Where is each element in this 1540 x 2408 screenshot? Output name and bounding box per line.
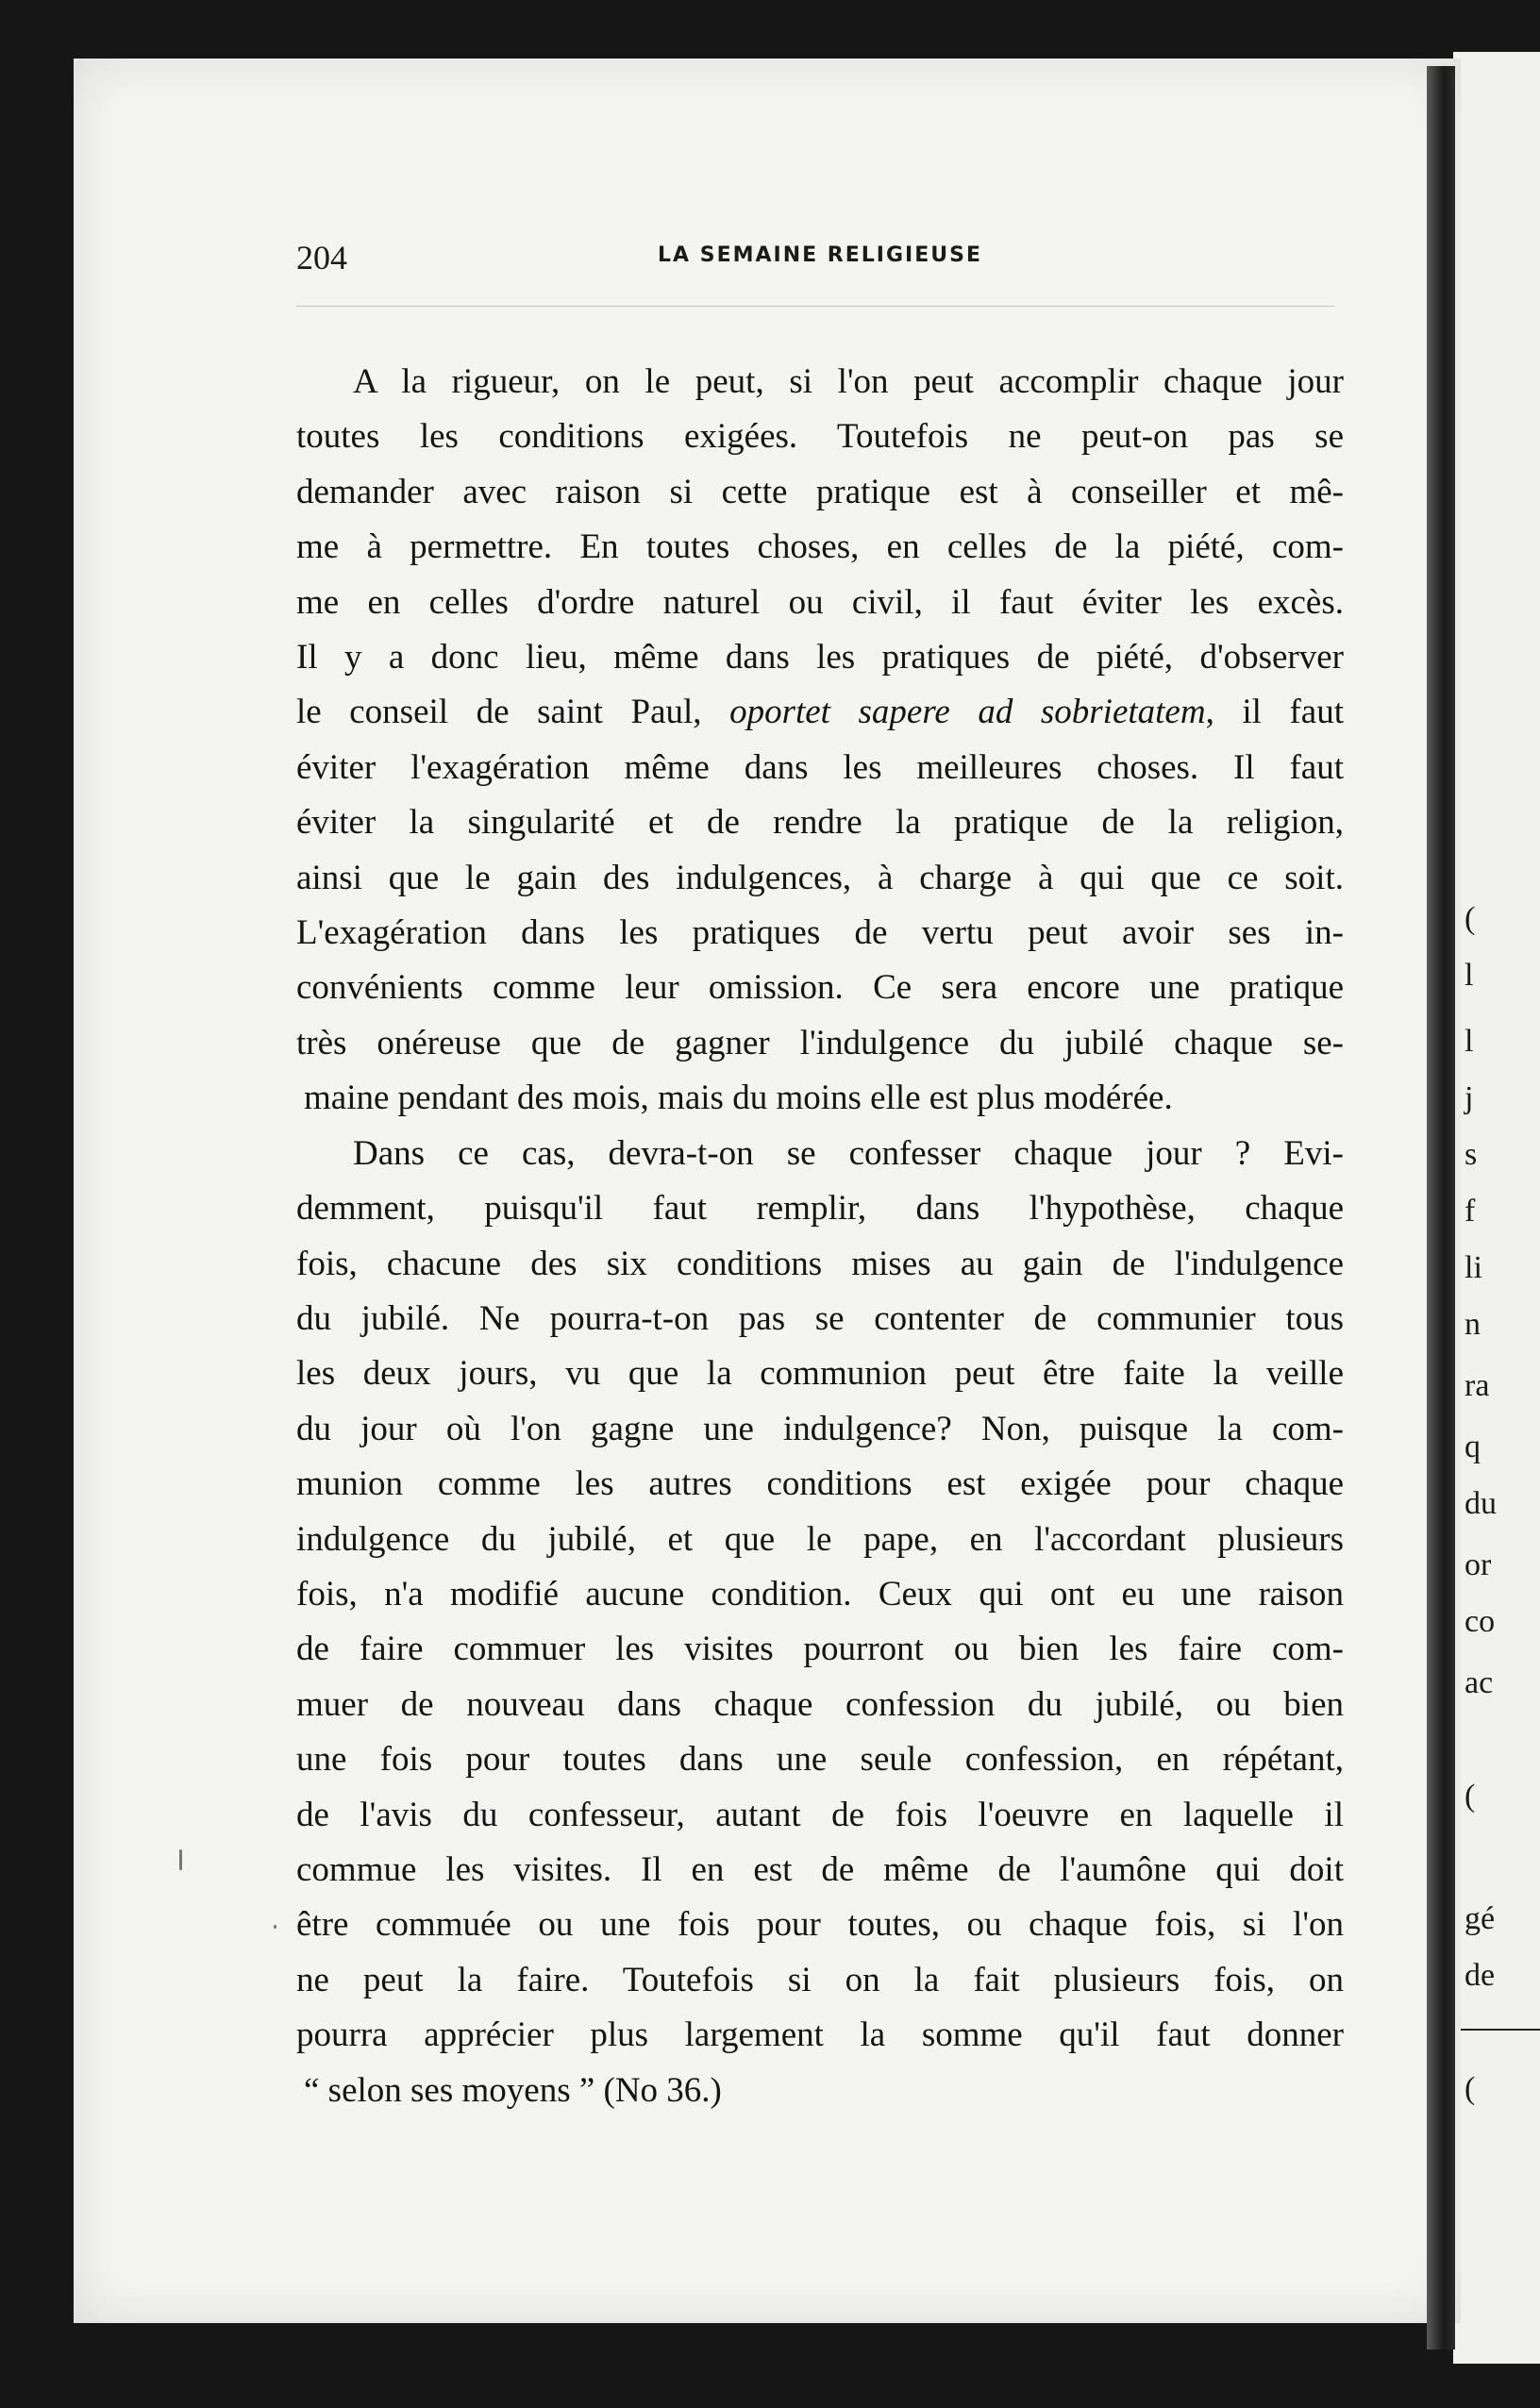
facing-page-edge <box>1453 52 1540 2364</box>
text-line: du jubilé. Ne pourra-t-on pas se contenter de communier tous <box>296 1298 1344 1338</box>
text-line: L'exagération dans les pratiques de vertu peut avoir ses in- <box>296 913 1344 953</box>
facing-page-fragment: ( <box>1465 901 1476 936</box>
text-line: commue les visites. Il en est de même de l'aumône qui doit <box>296 1849 1344 1889</box>
facing-page-fragment: li <box>1465 1250 1482 1285</box>
body-text <box>296 355 1344 2118</box>
book-gutter-shadow <box>1427 66 1455 2349</box>
facing-page-fragment: ( <box>1465 1779 1476 1814</box>
paragraph-2 <box>296 1127 1344 2118</box>
text-line: pourra apprécier plus largement la somme qu'il faut donner <box>296 2015 1344 2055</box>
page-header <box>296 238 1344 285</box>
text-line: ne peut la faire. Toutefois si on la fait plusieurs fois, on <box>296 1960 1344 1999</box>
facing-page-fragment: du <box>1465 1486 1497 1521</box>
page-number: 204 <box>296 239 347 276</box>
facing-page-fragment: q <box>1465 1430 1481 1464</box>
text-line: “ selon ses moyens ” (No 36.) <box>304 2070 722 2110</box>
text-line: me à permettre. En toutes choses, en celles de la piété, com- <box>296 527 1344 567</box>
text-line: les deux jours, vu que la communion peut être faite la veille <box>296 1354 1344 1394</box>
text-line: être commuée ou une fois pour toutes, ou chaque fois, si l'on <box>296 1905 1344 1945</box>
text-line: du jour où l'on gagne une indulgence? Non, puisque la com- <box>296 1409 1344 1448</box>
facing-page-fragment: n <box>1465 1307 1481 1342</box>
text-line: fois, chacune des six conditions mises au gain de l'indulgence <box>296 1244 1344 1283</box>
facing-page-fragment: ra <box>1465 1368 1490 1403</box>
text-line: muer de nouveau dans chaque confession du jubilé, ou bien <box>296 1684 1344 1724</box>
text-line: maine pendant des mois, mais du moins elle est plus modérée. <box>304 1079 1173 1118</box>
text-line: éviter la singularité et de rendre la pratique de la religion, <box>296 803 1344 843</box>
facing-page-fragment: j <box>1465 1080 1474 1115</box>
header-rule <box>296 306 1334 307</box>
text-line: éviter l'exagération même dans les meilleures choses. Il faut <box>296 747 1344 787</box>
scan-speck <box>274 1925 276 1929</box>
text-line: le conseil de saint Paul, oportet sapere ad sobrietatem, il faut <box>296 693 1345 732</box>
text-line: ainsi que le gain des indulgences, à charge à qui que ce soit. <box>296 858 1344 897</box>
text-line: Dans ce cas, devra-t-on se confesser chaque jour ? Evi- <box>353 1133 1344 1173</box>
paragraph-1 <box>296 355 1344 1127</box>
facing-page-fragment: l <box>1465 958 1474 993</box>
facing-page-fragment: s <box>1465 1137 1478 1172</box>
running-title: LA SEMAINE RELIGIEUSE <box>658 243 982 267</box>
text-line: munion comme les autres conditions est exigée pour chaque <box>296 1464 1344 1504</box>
text-line: A la rigueur, on le peut, si l'on peut accomplir chaque jour <box>353 362 1344 401</box>
facing-page-fragment: co <box>1465 1604 1496 1639</box>
text-line: me en celles d'ordre naturel ou civil, il faut éviter les excès. <box>296 582 1344 622</box>
facing-page-fragment: gé <box>1465 1901 1496 1936</box>
text-line: toutes les conditions exigées. Toutefois ne peut-on pas se <box>296 417 1344 457</box>
facing-page-rule <box>1461 2029 1540 2031</box>
facing-page-fragment: or <box>1465 1547 1492 1582</box>
facing-page-fragment: l <box>1465 1024 1474 1059</box>
text-line: convénients comme leur omission. Ce sera encore une pratique <box>296 968 1344 1008</box>
text-line: Il y a donc lieu, même dans les pratiques de piété, d'observer <box>296 638 1344 677</box>
text-line: très onéreuse que de gagner l'indulgence du jubilé chaque se- <box>296 1023 1344 1062</box>
text-line: demment, puisqu'il faut remplir, dans l'hypothèse, chaque <box>296 1189 1344 1229</box>
facing-page-fragment: ( <box>1465 2071 1476 2106</box>
text-line: de l'avis du confesseur, autant de fois l'oeuvre en laquelle il <box>296 1795 1344 1834</box>
facing-page-fragment: f <box>1465 1194 1476 1229</box>
scan-speck <box>179 1849 182 1870</box>
text-line: de faire commuer les visites pourront ou bien les faire com- <box>296 1630 1344 1669</box>
facing-page-fragment: de <box>1465 1958 1496 1993</box>
latin-quote: oportet sapere ad sobrietatem <box>729 693 1206 732</box>
text-line: demander avec raison si cette pratique est à conseiller et mê- <box>296 472 1344 511</box>
text-line: indulgence du jubilé, et que le pape, en l'accordant plusieurs <box>296 1519 1344 1559</box>
facing-page-fragment: ac <box>1465 1665 1494 1700</box>
text-line: fois, n'a modifié aucune condition. Ceux qui ont eu une raison <box>296 1574 1344 1614</box>
text-line: une fois pour toutes dans une seule confession, en répétant, <box>296 1740 1344 1780</box>
